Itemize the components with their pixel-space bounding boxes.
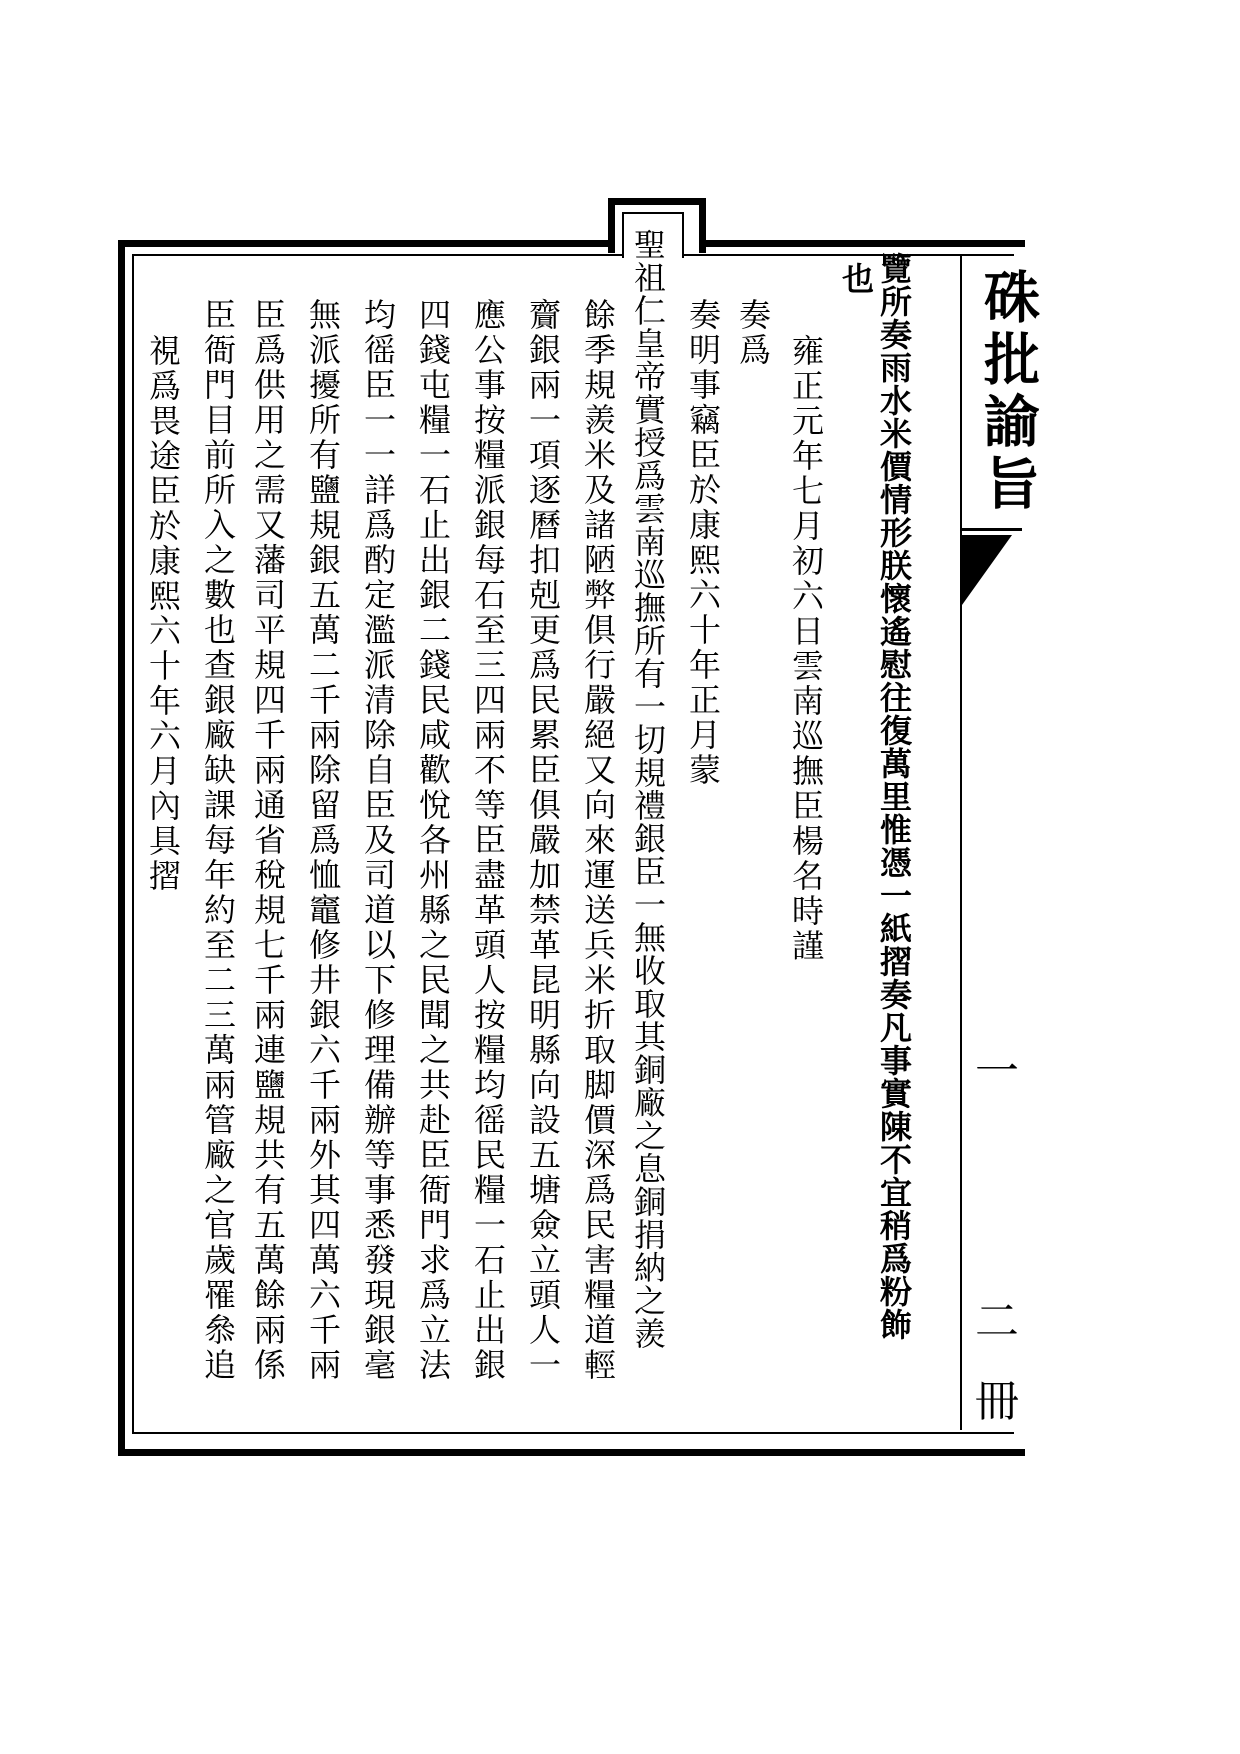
margin-rule [962, 528, 1022, 531]
fishtail-mark [962, 535, 1012, 605]
text-column: 餘季規羨米及諸陋弊俱行嚴絕又向來運送兵米折取脚價深爲民害糧道輕 [579, 298, 617, 1383]
text-column: 應公事按糧派銀每石至三四兩不等臣盡革頭人按糧均徭民糧一石止出銀 [469, 298, 507, 1383]
text-column: 奏爲 [734, 298, 772, 368]
text-column: 聖祖仁皇帝實授爲雲南巡撫所有一切規禮銀臣一無收取其銅廠之息銅捐納之羨 [629, 228, 667, 1350]
margin-divider [960, 254, 962, 1430]
rescript-column-end: 也 [837, 262, 875, 297]
text-column: 無派擾所有鹽規銀五萬二千兩除留爲恤竈修井銀六千兩外其四萬六千兩 [304, 298, 342, 1383]
rescript-column: 覽所奏雨水米價情形朕懷遙慰往復萬里惟憑一紙摺奏凡事實陳不宜稍爲粉飾 [875, 252, 913, 1341]
text-column: 齎銀兩一項逐曆扣剋更爲民累臣俱嚴加禁革昆明縣向設五塘僉立頭人一 [524, 298, 562, 1383]
text-column: 臣爲供用之需又藩司平規四千兩通省稅規七千兩連鹽規共有五萬餘兩係 [249, 298, 287, 1383]
page-number: 二 [975, 1296, 1019, 1347]
text-column: 四錢屯糧一石止出銀二錢民咸歡悅各州縣之民聞之共赴臣衙門求爲立法 [414, 298, 452, 1383]
text-column: 視爲畏途臣於康熙六十年六月內具摺 [144, 334, 182, 894]
volume-label: 冊 [975, 1376, 1019, 1427]
text-column: 奏明事竊臣於康熙六十年正月蒙 [684, 298, 722, 788]
text-column: 均徭臣一一詳爲酌定濫派清除自臣及司道以下修理備辦等事悉發現銀毫 [359, 298, 397, 1383]
text-column: 臣衙門目前所入之數也查銀廠缺課每年約至二三萬兩管廠之官歲罹叅追 [199, 298, 237, 1383]
margin-title: 硃批諭旨 [975, 268, 1041, 516]
text-column-date: 雍正元年七月初六日雲南巡撫臣楊名時謹 [787, 334, 825, 964]
volume-number: 一 [975, 1046, 1019, 1097]
